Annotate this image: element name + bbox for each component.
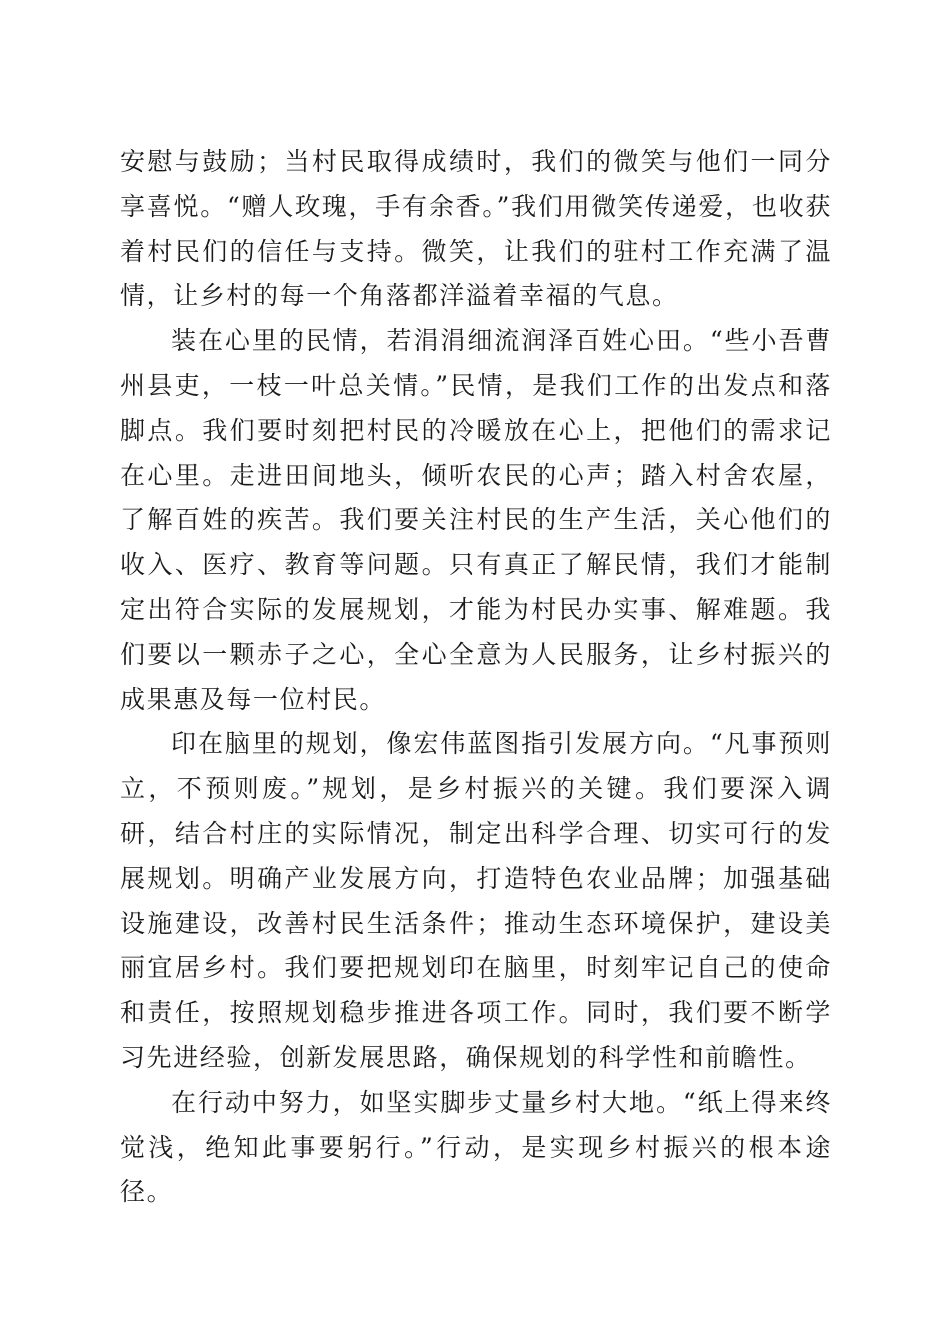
paragraph-people-sentiment: 装在心里的民情，若涓涓细流润泽百姓心田。“些小吾曹州县吏，一枝一叶总关情。”民情，是我们工作的出发点和落脚点。我们要时刻把村民的冷暖放在心上，把他们的需求记在心里。走进田间地头，倾听农民的心声；踏入村舍农屋，了解百姓的疾苦。我们要关注村民的生产生活，关心他们的收入、医疗、教育等问题。只有真正了解民情，我们才能制定出符合实际的发展规划，才能为村民办实事、解难题。我们要以一颗赤子之心，全心全意为人民服务，让乡村振兴的成果惠及每一位村民。	[120, 326, 832, 714]
paragraph-continuation: 安慰与鼓励；当村民取得成绩时，我们的微笑与他们一同分享喜悦。“赠人玫瑰，手有余香。”我们用微笑传递爱，也收获着村民们的信任与支持。微笑，让我们的驻村工作充满了温情，让乡村的每一个角落都洋溢着幸福的气息。	[120, 147, 832, 311]
document-body	[120, 140, 832, 1215]
paragraph-action: 在行动中努力，如坚实脚步丈量乡村大地。“纸上得来终觉浅，绝知此事要躬行。”行动，是实现乡村振兴的根本途径。	[120, 1087, 832, 1207]
paragraph-planning: 印在脑里的规划，像宏伟蓝图指引发展方向。“凡事预则立，不预则废。”规划，是乡村振兴的关键。我们要深入调研，结合村庄的实际情况，制定出科学合理、切实可行的发展规划。明确产业发展方向，打造特色农业品牌；加强基础设施建设，改善村民生活条件；推动生态环境保护，建设美丽宜居乡村。我们要把规划印在脑里，时刻牢记自己的使命和责任，按照规划稳步推进各项工作。同时，我们要不断学习先进经验，创新发展思路，确保规划的科学性和前瞻性。	[120, 729, 832, 1072]
